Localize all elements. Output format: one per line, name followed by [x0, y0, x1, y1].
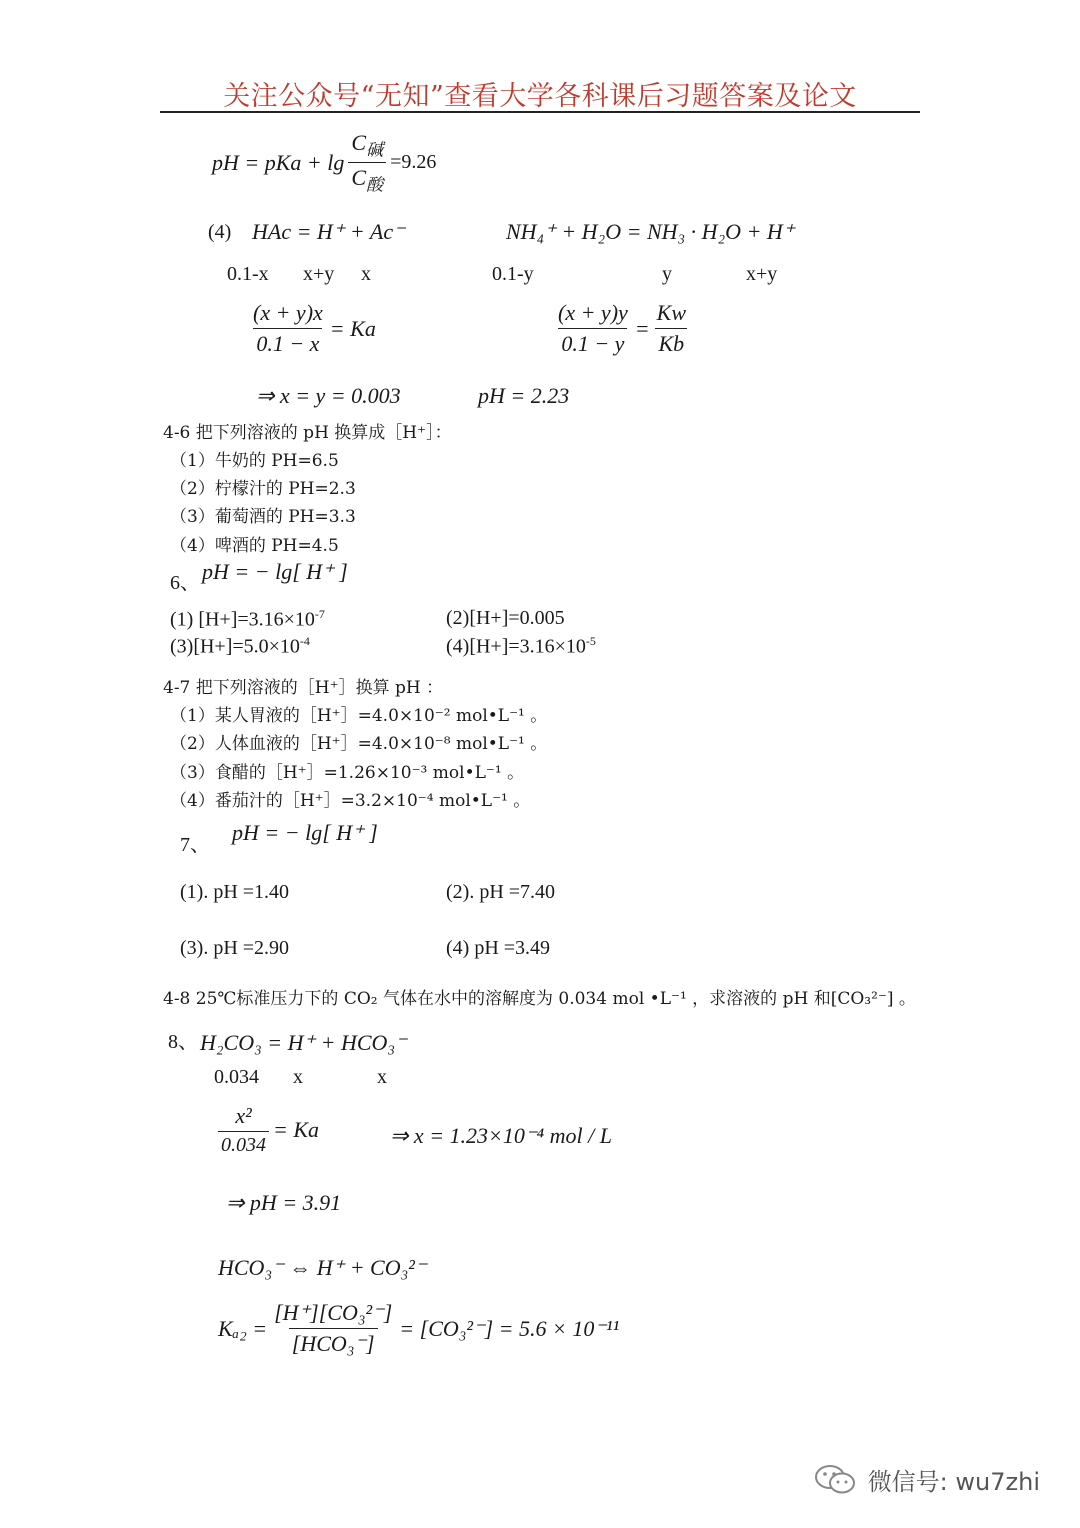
formula-result: =9.26	[390, 151, 437, 174]
ka2-expression	[218, 1300, 619, 1357]
answer-6-result-4-exp: -5	[585, 634, 596, 648]
question-4-8-title: 4-8 25℃标准压力下的 CO₂ 气体在水中的溶解度为 0.034 mol •L⁻¹ ，求溶液的 pH 和[CO₃²⁻] 。	[163, 989, 916, 1009]
carbonic-acid-equation: H₂CO₃ = H⁺ + HCO₃⁻	[200, 1030, 407, 1055]
answer-6-result-4	[446, 634, 596, 659]
conc-hac: 0.1-x	[227, 263, 269, 285]
answer-6-result-3-base: (3)[H+]=5.0×10	[170, 635, 300, 658]
denominator-c: C	[351, 165, 367, 191]
conc-h-plus-2: x+y	[746, 263, 778, 285]
ka2-result: = [CO₃²⁻] = 5.6 × 10⁻¹¹	[399, 1315, 620, 1341]
question-4-6-title: 4-6 把下列溶液的 pH 换算成［H⁺］：	[163, 423, 452, 443]
answer-6-result-2: (2)[H+]=0.005	[446, 607, 565, 629]
ph-result-8: ⇒ pH = 3.91	[226, 1190, 342, 1215]
conc-h2co3: 0.034	[214, 1066, 259, 1088]
answer-6-result-3-exp: -4	[299, 634, 310, 648]
conc-hco3: x	[377, 1066, 387, 1088]
ka1-numerator: x²	[235, 1103, 252, 1128]
conc-nh3: y	[662, 263, 672, 285]
page-header-banner: 关注公众号“无知”查看大学各科课后习题答案及论文	[223, 81, 857, 112]
answer-6-result-3	[170, 634, 310, 659]
answer-7-result-2: (2). pH =7.40	[446, 881, 556, 903]
question-4-6-item-1: （1）牛奶的 PH=6.5	[170, 451, 339, 471]
ka2-label: Kₐ₂ =	[218, 1315, 268, 1341]
bicarbonate-equation: HCO₃⁻ ⇔ H⁺ + CO₃²⁻	[218, 1255, 427, 1280]
header-divider	[160, 111, 920, 113]
conc-ac: x	[361, 263, 371, 285]
concentration-ratio	[348, 130, 386, 196]
answer-7-formula: pH = − lg[ H⁺ ]	[232, 820, 378, 845]
x-solution: ⇒ x = 1.23×10⁻⁴ mol / L	[390, 1123, 612, 1148]
ka1-rhs: = Ka	[273, 1117, 320, 1142]
answer-7-label: 7、	[180, 834, 210, 856]
wechat-watermark	[814, 1462, 1040, 1497]
xy-result: ⇒ x = y = 0.003	[256, 383, 401, 408]
ka2-denominator: [HCO₃⁻]	[289, 1328, 378, 1357]
question-4-7-item-4: （4）番茄汁的［H⁺］=3.2×10⁻⁴ mol•L⁻¹ 。	[170, 791, 531, 811]
ka-rhs: = Ka	[329, 315, 376, 341]
kw-kb-expression	[551, 300, 693, 357]
conc-nh4: 0.1-y	[492, 263, 534, 285]
answer-6-formula: pH = − lg[ H⁺ ]	[202, 559, 348, 584]
question-4-6-item-2: （2）柠檬汁的 PH=2.3	[170, 479, 356, 499]
kwkb-numerator: (x + y)y	[558, 300, 628, 325]
kb-label: Kb	[655, 328, 687, 357]
answer-7-result-1: (1). pH =1.40	[180, 881, 290, 903]
numerator-c: C	[351, 130, 367, 155]
ka1-denominator: 0.034	[218, 1131, 269, 1157]
answer-6-result-1	[170, 607, 325, 632]
question-4-6-item-4: （4）啤酒的 PH=4.5	[170, 536, 339, 556]
kwkb-equals: =	[634, 315, 650, 341]
answer-6-result-4-base: (4)[H+]=3.16×10	[446, 635, 586, 658]
answer-6-label: 6、	[170, 572, 200, 594]
part-4-label: (4)	[208, 221, 232, 243]
question-4-7-item-1: （1）某人胃液的［H⁺］=4.0×10⁻² mol•L⁻¹ 。	[170, 706, 548, 726]
answer-6-result-1-base: (1) [H+]=3.16×10	[170, 608, 315, 631]
answer-6-result-1-exp: -7	[314, 607, 325, 621]
answer-7-result-3: (3). pH =2.90	[180, 937, 290, 959]
formula-lhs: pH = pKa + lg	[212, 149, 345, 175]
question-4-6-item-3: （3）葡萄酒的 PH=3.3	[170, 507, 356, 527]
question-4-7-item-2: （2）人体血液的［H⁺］=4.0×10⁻⁸ mol•L⁻¹ 。	[170, 734, 548, 754]
buffer-ph-formula	[212, 130, 436, 196]
ka-denominator: 0.1 − x	[253, 328, 322, 357]
conc-h-plus: x+y	[303, 263, 335, 285]
kwkb-denominator: 0.1 − y	[558, 328, 627, 357]
question-4-7-title: 4-7 把下列溶液的［H⁺］换算 pH ：	[163, 678, 444, 698]
ka2-numerator: [H⁺][CO₃²⁻]	[274, 1300, 393, 1325]
answer-8-label: 8、	[168, 1031, 198, 1053]
answer-7-result-4: (4) pH =3.49	[446, 937, 551, 959]
ph-result-4: pH = 2.23	[478, 383, 570, 408]
ka-numerator: (x + y)x	[253, 300, 323, 325]
nh4-equation: NH₄⁺ + H₂O = NH₃ · H₂O + H⁺	[506, 219, 795, 244]
denominator-subscript: 酸	[366, 175, 384, 196]
kw-label: Kw	[656, 300, 687, 325]
hac-equation: HAc = H⁺ + Ac⁻	[252, 219, 405, 244]
ka-expression	[246, 300, 376, 357]
question-4-7-item-3: （3）食醋的［H⁺］=1.26×10⁻³ mol•L⁻¹ 。	[170, 763, 525, 783]
wechat-id-text: 微信号: wu7zhi	[867, 1468, 1040, 1496]
wechat-icon	[814, 1463, 858, 1497]
ka1-expression	[214, 1103, 319, 1157]
conc-h-plus-8: x	[293, 1066, 303, 1088]
numerator-subscript: 碱	[366, 140, 384, 161]
